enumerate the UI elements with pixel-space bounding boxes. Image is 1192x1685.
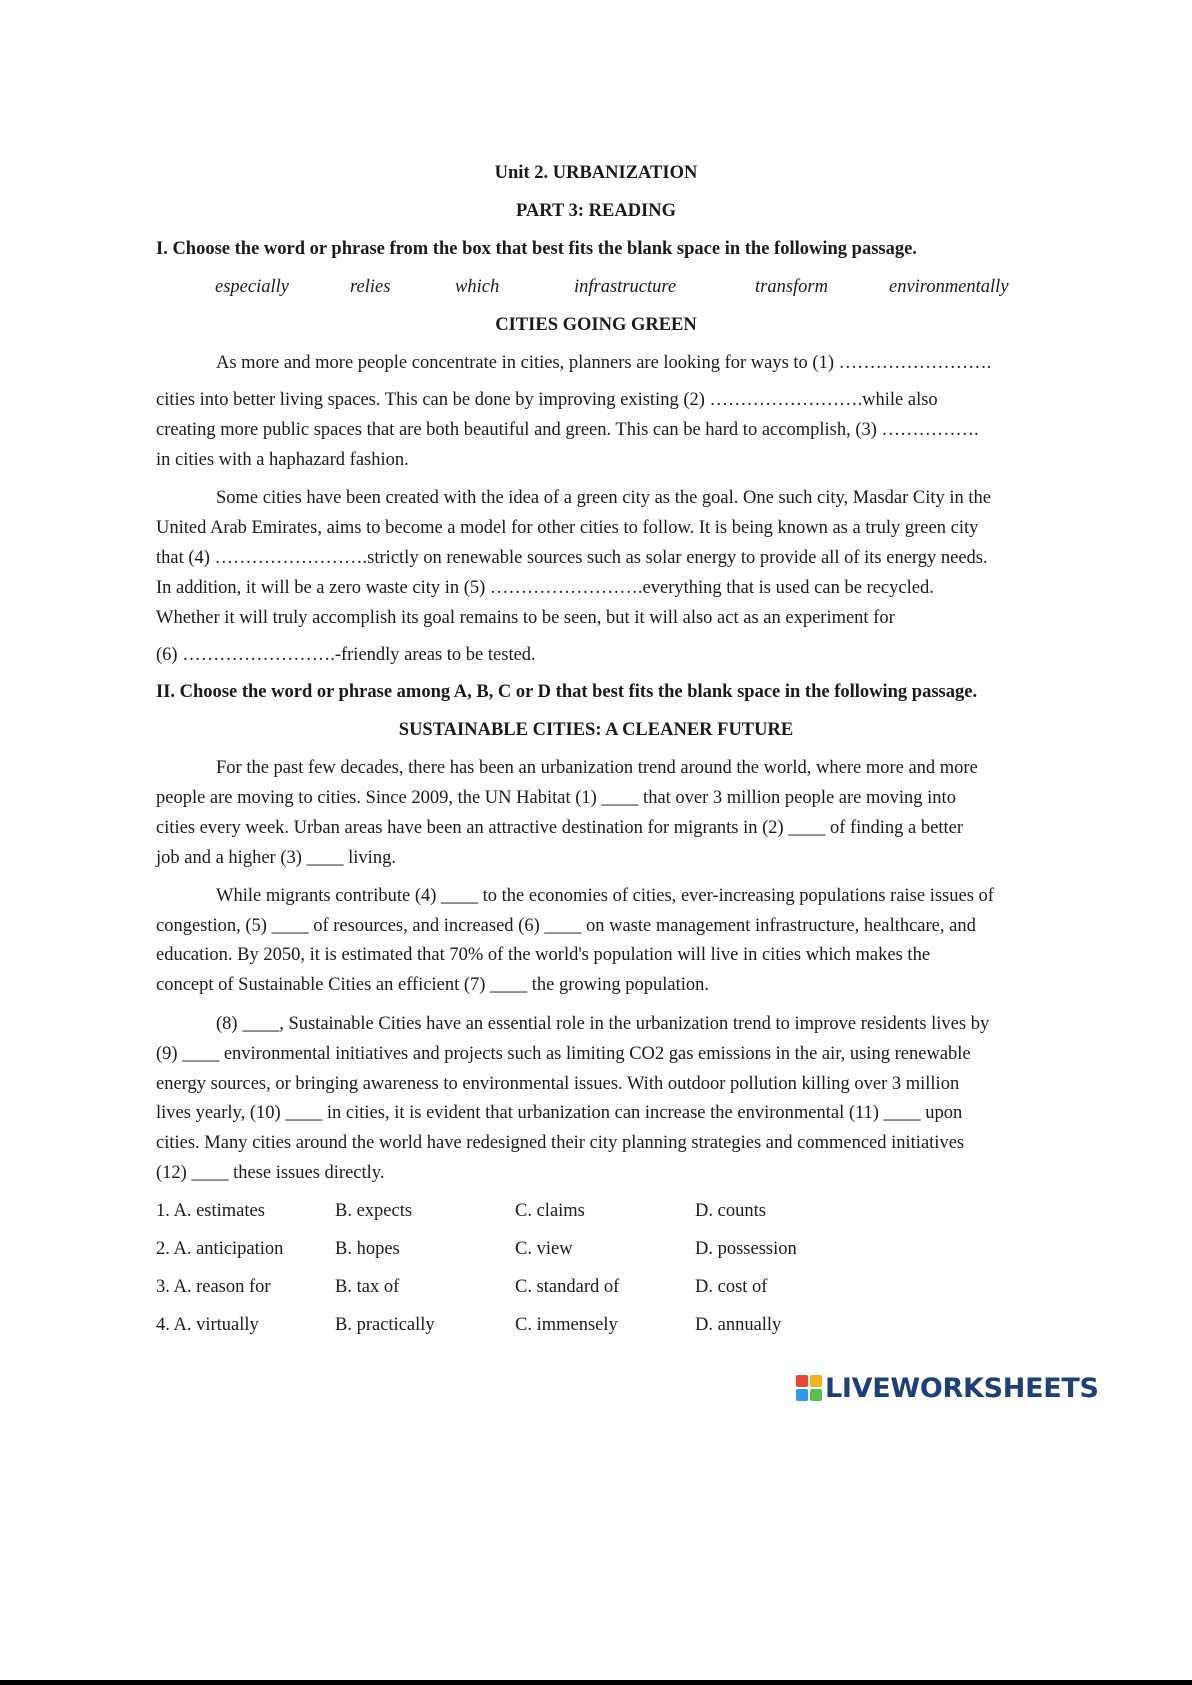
option-2d: D. possession: [695, 1239, 797, 1259]
passage-line: (6) …………………….-friendly areas to be tested.: [156, 645, 536, 665]
part-title: PART 3: READING: [515, 201, 677, 221]
option-1c: C. claims: [515, 1201, 585, 1221]
logo-square: [796, 1389, 808, 1401]
passage-line: energy sources, or bringing awareness to environmental issues. With outdoor pollution killing over 3 million: [156, 1074, 960, 1094]
word-box-item: infrastructure: [574, 277, 677, 297]
passage-line: cities. Many cities around the world have redesigned their city planning strategies and commenced initiatives: [156, 1133, 965, 1153]
option-4d: D. annually: [695, 1315, 782, 1335]
passage-line: Whether it will truly accomplish its goal remains to be seen, but it will also act as an experiment for: [156, 608, 895, 628]
passage1-title: CITIES GOING GREEN: [495, 315, 697, 335]
passage-line: creating more public spaces that are both beautiful and green. This can be hard to accomplish, (3) …………….: [156, 420, 979, 440]
word-box-item: transform: [755, 277, 828, 297]
option-1d: D. counts: [695, 1201, 766, 1221]
passage-line: lives yearly, (10) ____ in cities, it is evident that urbanization can increase the environmental (11) ____ upon: [156, 1103, 963, 1123]
passage-line: congestion, (5) ____ of resources, and increased (6) ____ on waste management infrastructure, healthcare, and: [156, 916, 976, 936]
passage-line: education. By 2050, it is estimated that 70% of the world's population will live in cities which makes the: [156, 945, 931, 965]
word-box-item: especially: [215, 277, 289, 297]
passage-line: job and a higher (3) ____ living.: [156, 848, 396, 868]
passage-line: For the past few decades, there has been an urbanization trend around the world, where more and more: [216, 758, 978, 778]
passage-line: cities every week. Urban areas have been an attractive destination for migrants in (2) ____ of finding a better: [156, 818, 964, 838]
passage-line: concept of Sustainable Cities an efficient (7) ____ the growing population.: [156, 975, 709, 995]
option-3b: B. tax of: [335, 1277, 400, 1297]
section2-instruction: II. Choose the word or phrase among A, B, C or D that best fits the blank space in the following passage.: [156, 682, 978, 702]
option-3d: D. cost of: [695, 1277, 768, 1297]
option-3c: C. standard of: [515, 1277, 620, 1297]
passage-line: that (4) …………………….strictly on renewable sources such as solar energy to provide all of its energy needs.: [156, 548, 988, 568]
option-2b: B. hopes: [335, 1239, 400, 1259]
logo-square: [810, 1389, 822, 1401]
passage-line: United Arab Emirates, aims to become a model for other cities to follow. It is being known as a truly green city: [156, 518, 979, 538]
passage-line: (8) ____, Sustainable Cities have an essential role in the urbanization trend to improve residents lives by: [216, 1014, 990, 1034]
word-box-item: which: [455, 277, 500, 297]
passage2-title: SUSTAINABLE CITIES: A CLEANER FUTURE: [398, 720, 794, 740]
logo-text: LIVEWORKSHEETS: [825, 1372, 1099, 1404]
option-4c: C. immensely: [515, 1315, 618, 1335]
passage-line: In addition, it will be a zero waste city in (5) …………………….everything that is used can be recycled.: [156, 578, 934, 598]
logo-square: [810, 1375, 822, 1387]
liveworksheets-logo: [796, 1373, 1099, 1403]
passage-line: As more and more people concentrate in cities, planners are looking for ways to (1) …………………….: [216, 353, 992, 373]
section1-instruction: I. Choose the word or phrase from the box that best fits the blank space in the following passage.: [156, 239, 917, 259]
passage-line: people are moving to cities. Since 2009, the UN Habitat (1) ____ that over 3 million people are moving into: [156, 788, 956, 808]
passage-line: (9) ____ environmental initiatives and projects such as limiting CO2 gas emissions in the air, using renewable: [156, 1044, 971, 1064]
passage-line: Some cities have been created with the idea of a green city as the goal. One such city, Masdar City in the: [216, 488, 992, 508]
passage-line: While migrants contribute (4) ____ to the economies of cities, ever-increasing populations raise issues of: [216, 886, 994, 906]
passage-line: in cities with a haphazard fashion.: [156, 450, 409, 470]
option-2c: C. view: [515, 1239, 573, 1259]
passage-line: cities into better living spaces. This can be done by improving existing (2) …………………….while also: [156, 390, 938, 410]
bottom-border: [0, 1680, 1192, 1685]
option-3a: 3. A. reason for: [156, 1277, 271, 1297]
word-box-item: environmentally: [889, 277, 1009, 297]
option-4a: 4. A. virtually: [156, 1315, 259, 1335]
passage-line: (12) ____ these issues directly.: [156, 1163, 385, 1183]
option-4b: B. practically: [335, 1315, 435, 1335]
option-2a: 2. A. anticipation: [156, 1239, 284, 1259]
option-1a: 1. A. estimates: [156, 1201, 265, 1221]
word-box-item: relies: [350, 277, 391, 297]
logo-square: [796, 1375, 808, 1387]
unit-title: Unit 2. URBANIZATION: [494, 163, 698, 183]
option-1b: B. expects: [335, 1201, 413, 1221]
logo-grid-icon: [796, 1375, 822, 1401]
